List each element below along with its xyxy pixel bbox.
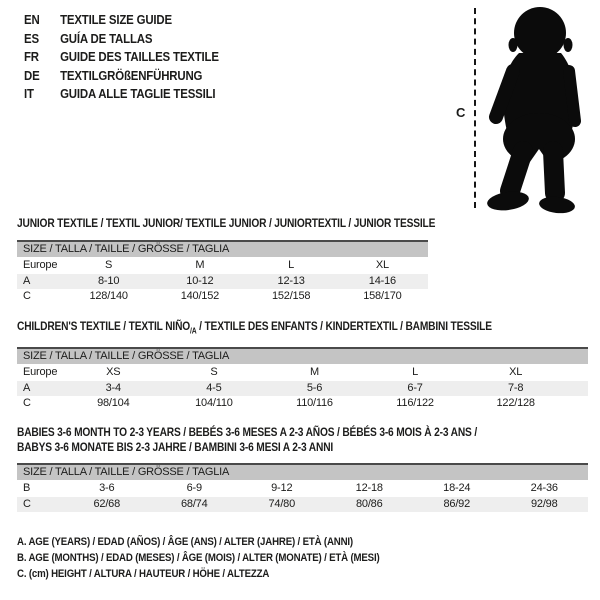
children-table-title — [17, 320, 502, 337]
table-row-c — [17, 289, 428, 304]
value-cell: 122/128 — [496, 397, 535, 410]
value-cell: 140/152 — [180, 290, 220, 302]
junior-table-title: JUNIOR TEXTILE / TEXTIL JUNIOR/ TEXTILE JUNIOR / JUNIORTEXTIL / JUNIOR TESSILE — [17, 216, 436, 230]
size-cell: S — [210, 366, 218, 379]
row-label: C — [23, 290, 31, 302]
language-row-it — [24, 85, 219, 104]
value-cell: 6-7 — [407, 382, 423, 395]
row-label: A — [23, 382, 31, 395]
language-code: ES — [24, 30, 39, 46]
value-cell: 6-9 — [186, 482, 202, 494]
table-row-europe — [17, 257, 428, 274]
table-row-a — [17, 274, 428, 289]
size-cell: XL — [375, 259, 389, 271]
value-cell: 5-6 — [306, 382, 323, 395]
value-cell: 104/110 — [195, 397, 233, 410]
guide-title: TEXTILGRÖßENFÜHRUNG — [60, 67, 203, 83]
baby-height-figure — [450, 5, 598, 217]
title-line-1: BABIES 3-6 MONTH TO 2-3 YEARS / BEBÉS 3-6 MESES A 2-3 AÑOS / BÉBÉS 3-6 MOIS À 2-3 ANS / — [17, 425, 478, 439]
height-measure-line — [474, 8, 476, 208]
language-code: FR — [24, 49, 39, 64]
guide-title: GUIDE DES TAILLES TEXTILE — [60, 49, 219, 64]
language-row-de — [24, 67, 219, 86]
title-subscript: /A — [190, 326, 197, 336]
babies-textile-section — [17, 425, 588, 512]
table-row-a — [17, 381, 588, 396]
value-cell: 3-4 — [105, 382, 121, 395]
value-cell: 14-16 — [368, 275, 396, 287]
value-cell: 4-5 — [206, 382, 222, 395]
language-code: IT — [24, 86, 34, 101]
value-cell: 128/140 — [89, 290, 128, 302]
table-row-b — [17, 480, 588, 497]
size-header-bar: SIZE / TALLA / TAILLE / GRÖSSE / TAGLIA — [17, 240, 428, 257]
value-cell: 12-13 — [277, 275, 305, 287]
title-line-2: BABYS 3-6 MONATE BIS 2-3 JAHRE / BAMBINI 3-6 MESI A 2-3 ANNI — [17, 440, 334, 454]
row-label: A — [23, 275, 31, 287]
size-cell: XL — [509, 366, 523, 379]
title-text: CHILDREN'S TEXTILE / TEXTIL NIÑO — [17, 319, 191, 333]
table-row-europe — [17, 364, 588, 381]
table-row-c — [17, 497, 588, 512]
size-cell: S — [105, 259, 113, 271]
footnote-a: A. AGE (YEARS) / EDAD (AÑOS) / ÂGE (ANS) / ALTER (JAHRE) / ETÀ (ANNI) — [17, 536, 353, 548]
childrens-textile-section — [17, 320, 588, 411]
baby-silhouette — [483, 5, 593, 215]
value-cell: 158/170 — [363, 290, 402, 302]
value-cell: 62/68 — [93, 498, 121, 510]
height-measure-label: C — [456, 105, 466, 120]
footnote-b: B. AGE (MONTHS) / EDAD (MESES) / ÂGE (MOIS) / ALTER (MONATE) / ETÀ (MESI) — [17, 552, 380, 564]
value-cell: 152/158 — [271, 290, 311, 302]
language-row-fr — [24, 48, 219, 67]
language-row-en — [24, 11, 219, 30]
value-cell: 3-6 — [99, 482, 115, 494]
table-row-c — [17, 396, 588, 411]
value-cell: 116/122 — [396, 397, 434, 410]
value-cell: 80/86 — [355, 498, 383, 510]
language-header — [24, 11, 245, 104]
guide-title: GUIDA ALLE TAGLIE TESSILI — [60, 86, 216, 101]
value-cell: 68/74 — [180, 498, 208, 510]
size-header-bar: SIZE / TALLA / TAILLE / GRÖSSE / TAGLIA — [17, 347, 588, 364]
value-cell: 7-8 — [508, 382, 524, 395]
title-text: / TEXTILE DES ENFANTS / KINDERTEXTIL / BAMBINI TESSILE — [196, 319, 492, 333]
row-label: C — [23, 397, 31, 410]
language-code: DE — [24, 67, 40, 83]
legend-footnotes — [17, 534, 429, 582]
row-label: C — [23, 498, 31, 510]
value-cell: 10-12 — [186, 275, 214, 287]
value-cell: 92/98 — [530, 498, 558, 510]
value-cell: 9-12 — [271, 482, 293, 494]
value-cell: 86/92 — [443, 498, 471, 510]
value-cell: 18-24 — [443, 482, 471, 494]
value-cell: 24-36 — [530, 482, 558, 494]
value-cell: 12-18 — [355, 482, 383, 494]
language-row-es — [24, 30, 219, 49]
guide-title: GUÍA DE TALLAS — [60, 30, 153, 46]
size-cell: XS — [106, 366, 121, 379]
row-label: Europe — [23, 366, 58, 379]
row-label: B — [23, 482, 31, 494]
size-cell: L — [288, 259, 295, 271]
value-cell: 74/80 — [268, 498, 296, 510]
size-cell: M — [310, 366, 319, 379]
size-cell: L — [412, 366, 419, 379]
junior-textile-section — [17, 216, 436, 304]
size-cell: M — [195, 259, 205, 271]
footnote-c: C. (cm) HEIGHT / ALTURA / HAUTEUR / HÖHE / ALTEZZA — [17, 568, 270, 580]
guide-title: TEXTILE SIZE GUIDE — [60, 12, 172, 27]
language-code: EN — [24, 12, 40, 27]
value-cell: 8-10 — [98, 275, 120, 287]
row-label: Europe — [23, 259, 58, 271]
value-cell: 98/104 — [97, 397, 130, 410]
value-cell: 110/116 — [296, 397, 333, 410]
babies-table-title — [17, 425, 502, 455]
size-header-bar: SIZE / TALLA / TAILLE / GRÖSSE / TAGLIA — [17, 463, 588, 480]
